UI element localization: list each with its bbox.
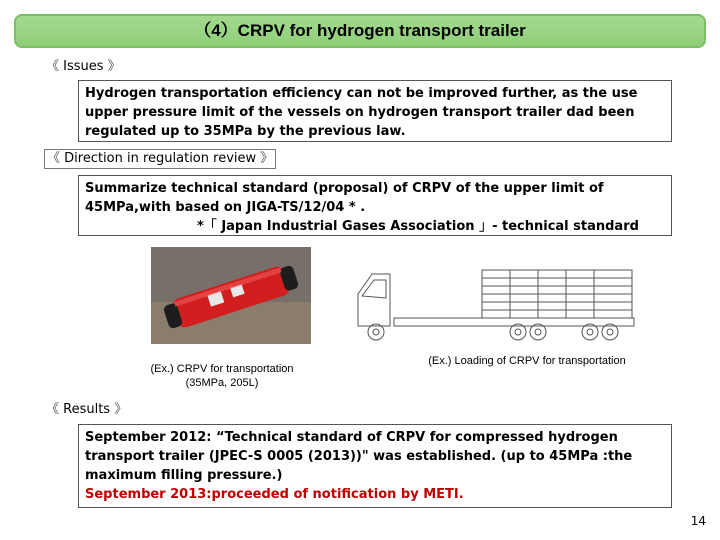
results-notification: September 2013:proceeded of notification by METI. bbox=[85, 487, 464, 502]
trailer-diagram-image bbox=[354, 266, 637, 348]
photo-caption-line2: (35MPa, 205L) bbox=[185, 377, 259, 389]
slide-title: （4）CRPV for hydrogen transport trailer bbox=[14, 14, 706, 48]
direction-label: 《 Direction in regulation review 》 bbox=[44, 149, 276, 169]
trailer-diagram bbox=[354, 266, 637, 348]
results-box bbox=[78, 424, 672, 508]
page-number: 14 bbox=[690, 514, 706, 528]
results-label: 《 Results 》 bbox=[46, 402, 128, 417]
diagram-caption: (Ex.) Loading of CRPV for transportation bbox=[428, 355, 626, 367]
issues-label: 《 Issues 》 bbox=[46, 59, 121, 74]
direction-box bbox=[78, 175, 672, 236]
photo-caption bbox=[140, 362, 304, 390]
crpv-photo-image bbox=[151, 247, 311, 344]
photo-caption-line1: (Ex.) CRPV for transportation bbox=[150, 363, 294, 375]
direction-text: Summarize technical standard (proposal) of CRPV of the upper limit of 45MPa,with based on JIGA-TS/12/04 * . bbox=[85, 181, 604, 215]
issues-box bbox=[78, 80, 672, 142]
crpv-photo bbox=[151, 247, 311, 344]
results-text: September 2012: “Technical standard of CRPV for compressed hydrogen transport trailer (JPEC-S 0005 (2013))" was established. (up to 45MPa :the maximum filling pressure.) bbox=[85, 430, 633, 483]
issues-text: Hydrogen transportation efficiency can not be improved further, as the use upper pressure limit of the vessels on hydrogen transport trailer dad been regulated up to 35MPa by the previous law. bbox=[85, 86, 638, 139]
direction-footnote: *「 Japan Industrial Gases Association 」- technical standard bbox=[197, 219, 639, 234]
